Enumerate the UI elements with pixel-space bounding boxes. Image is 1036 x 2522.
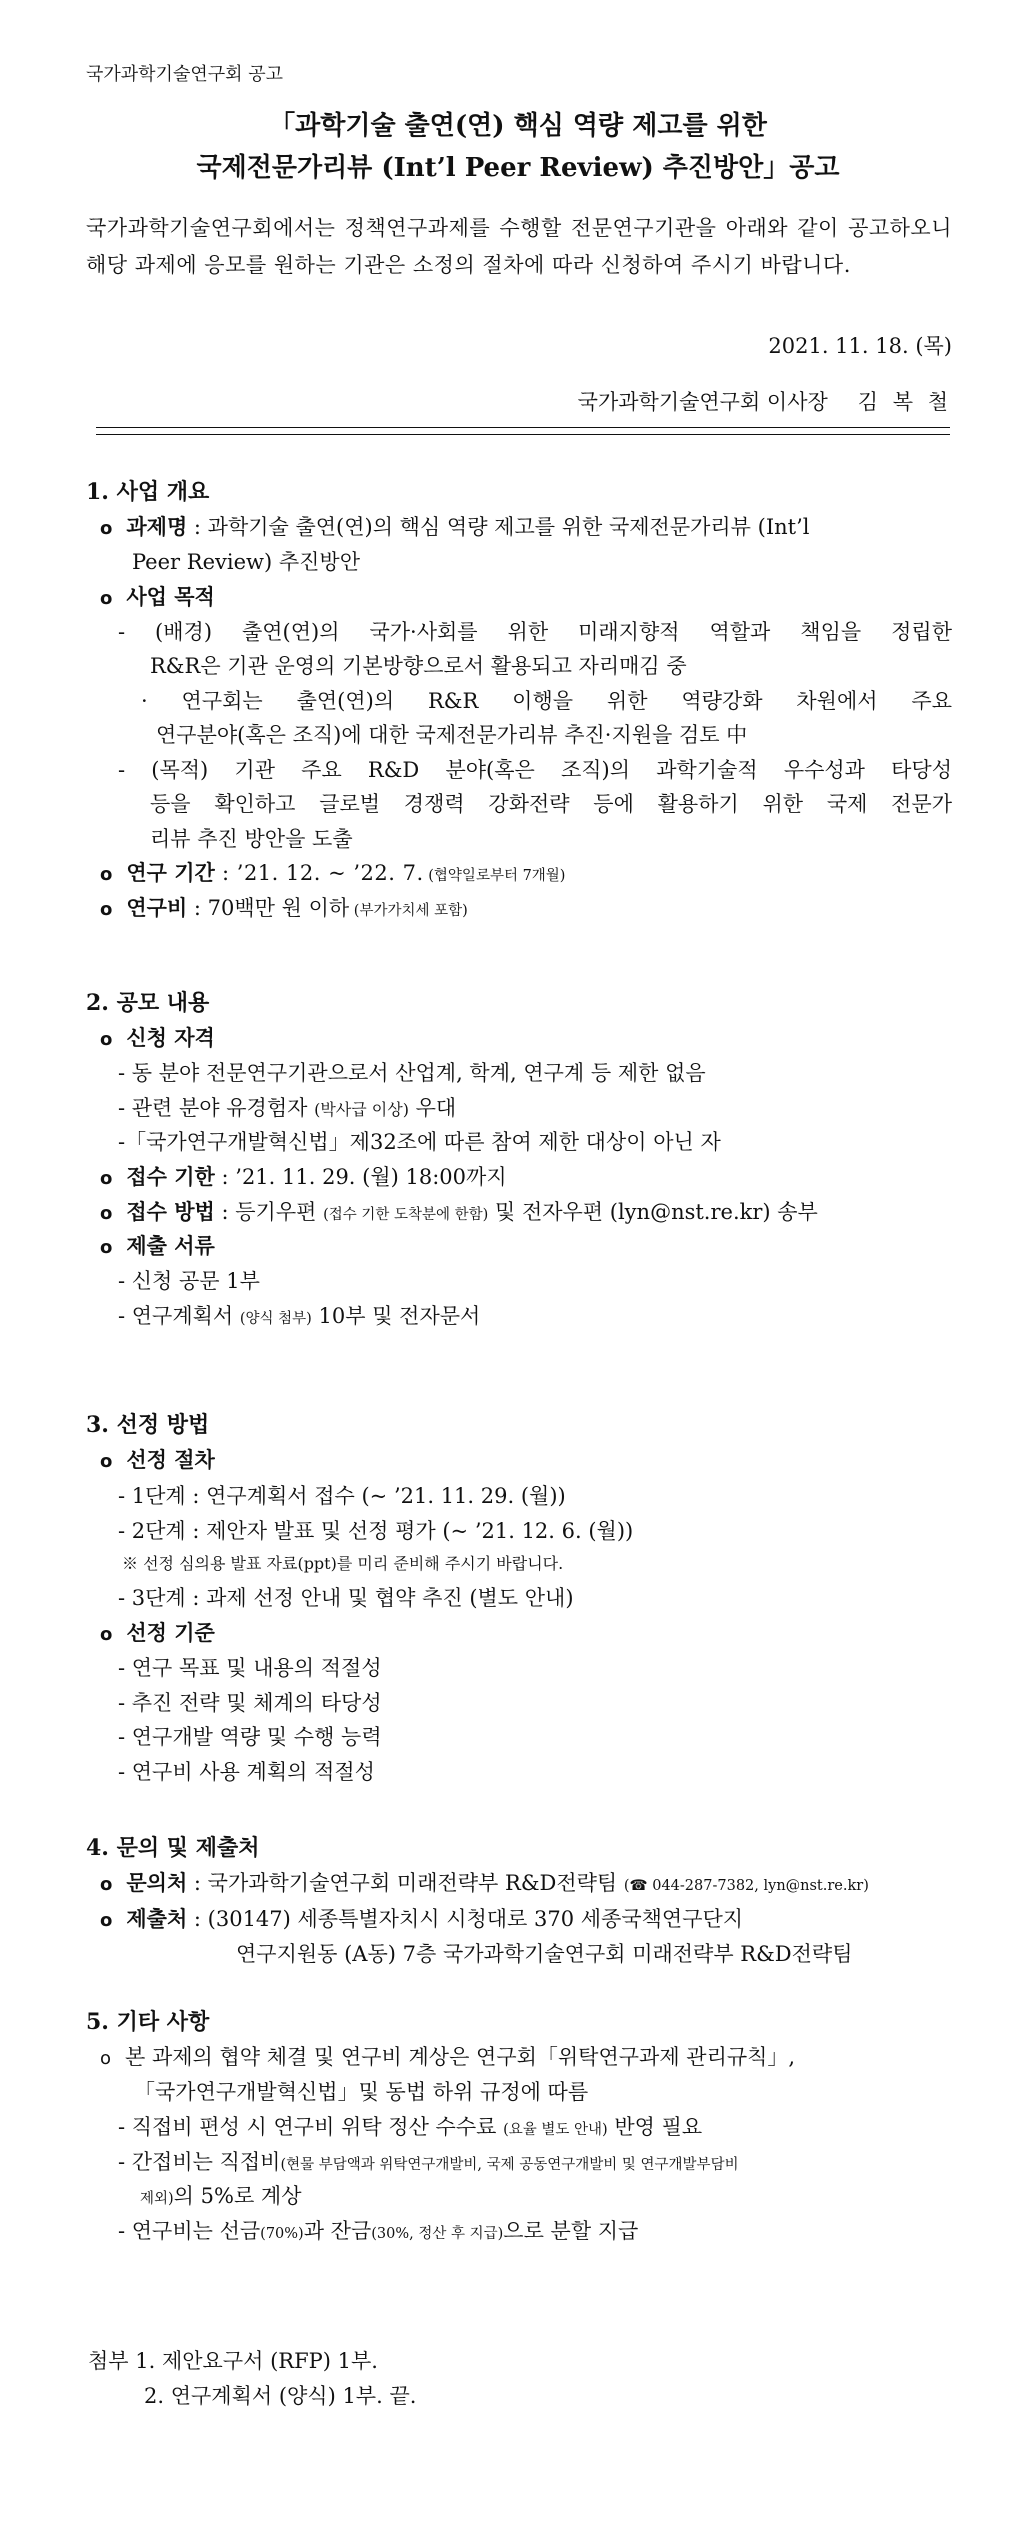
purpose-line-1: - (목적) 기관 주요 R&D 분야(혹은 조직)의 과학기술적 우수성과 타당성 — [118, 758, 952, 782]
project-name-text: : 과학기술 출연(연)의 핵심 역량 제고를 위한 국제전문가리뷰 (Int’l — [187, 515, 810, 539]
period-label: 연구 기간 — [126, 860, 215, 885]
direct-cost-text: - 직접비 편성 시 연구비 위탁 정산 수수료 — [118, 2115, 504, 2139]
method-row — [100, 1197, 818, 1230]
title-line-2: 국제전문가리뷰 (Int’l Peer Review) 추진방안」공고 — [196, 153, 840, 183]
section-5-heading: 5. 기타 사항 — [86, 2009, 210, 2035]
attachment-1: 첨부 1. 제안요구서 (RFP) 1부. — [88, 2349, 378, 2373]
submit-address-2: 연구지원동 (A동) 7층 국가과학기술연구회 미래전략부 R&D전략팀 — [236, 1942, 853, 1966]
payment-row — [118, 2216, 638, 2249]
deadline-text: : ’21. 11. 29. (월) 18:00까지 — [214, 1165, 507, 1189]
step-2: - 2단계 : 제안자 발표 및 선정 평가 (~ ’21. 12. 6. (월)) — [118, 1519, 634, 1543]
qualification-2-text: - 관련 분야 유경험자 — [118, 1096, 315, 1120]
documents-2-text: - 연구계획서 — [118, 1304, 240, 1328]
signature — [578, 387, 952, 417]
qualification-2-note: (박사급 이상) — [314, 1100, 409, 1119]
circle-bullet: o — [100, 1237, 113, 1258]
qualification-row — [100, 1023, 215, 1055]
circle-bullet: o — [100, 864, 113, 885]
submit-label: 제출처 — [126, 1906, 188, 1931]
section-4-heading: 4. 문의 및 제출처 — [86, 1835, 260, 1861]
project-name-label: 과제명 — [126, 514, 188, 539]
attachment-2: 2. 연구계획서 (양식) 1부. 끝. — [144, 2384, 417, 2408]
circle-bullet: o — [100, 1910, 113, 1931]
misc-item-line-1 — [100, 2042, 795, 2074]
section-3-heading: 3. 선정 방법 — [86, 1412, 210, 1438]
qualification-2-end: 우대 — [408, 1096, 457, 1120]
period-row — [100, 858, 565, 891]
purpose-label: 사업 목적 — [126, 584, 215, 609]
criteria-row — [100, 1618, 215, 1650]
misc-item-line-2: 「국가연구개발혁신법」및 동법 하위 규정에 따름 — [134, 2080, 589, 2104]
step-1: - 1단계 : 연구계획서 접수 (~ ’21. 11. 29. (월)) — [118, 1484, 566, 1508]
budget-label: 연구비 — [126, 895, 188, 920]
payment-balance-rate: (30%, 정산 후 지급) — [371, 2226, 504, 2242]
circle-bullet: o — [100, 1168, 113, 1189]
circle-bullet: o — [100, 2048, 112, 2069]
circle-bullet: o — [100, 1203, 113, 1224]
qualification-label: 신청 자격 — [126, 1025, 215, 1050]
circle-bullet: o — [100, 1029, 113, 1050]
direct-cost-note: (요율 별도 안내) — [503, 2122, 608, 2138]
documents-1: - 신청 공문 1부 — [118, 1269, 260, 1293]
intro-paragraph: 국가과학기술연구회에서는 정책연구과제를 수행할 전문연구기관을 아래와 같이 공고하오니 해당 과제에 응모를 원하는 기관은 소정의 절차에 따라 신청하여 주시기 바랍니다. — [86, 216, 952, 277]
documents-row — [100, 1231, 215, 1263]
step-3: - 3단계 : 과제 선정 안내 및 협약 추진 (별도 안내) — [118, 1586, 574, 1610]
criteria-label: 선정 기준 — [126, 1620, 215, 1645]
qualification-3: -「국가연구개발혁신법」제32조에 따른 참여 제한 대상이 아닌 자 — [118, 1130, 721, 1154]
direct-cost-row — [118, 2112, 702, 2145]
title-line-1: 「과학기술 출연(연) 핵심 역량 제고를 위한 — [269, 111, 767, 141]
indirect-cost-row — [118, 2147, 739, 2180]
circle-bullet: o — [100, 518, 113, 539]
procedure-row — [100, 1445, 215, 1477]
documents-2 — [118, 1301, 480, 1334]
section-1-heading: 1. 사업 개요 — [86, 479, 210, 505]
criterion-2: - 추진 전략 및 체계의 타당성 — [118, 1691, 382, 1715]
indirect-cost-note: (현물 부담액과 위탁연구개발비, 국제 공동연구개발비 및 연구개발부담비 — [280, 2157, 739, 2173]
payment-end: 으로 분할 지급 — [503, 2219, 639, 2243]
indirect-cost-row-2 — [140, 2181, 301, 2214]
method-note: (접수 기한 도착분에 한함) — [323, 1207, 489, 1223]
method-text: : 등기우편 — [214, 1200, 324, 1224]
org-notice: 국가과학기술연구회 공고 — [86, 64, 283, 85]
step-2-note: ※ 선정 심의용 발표 자료(ppt)를 미리 준비해 주시기 바랍니다. — [122, 1554, 564, 1573]
purpose-line-3: 리뷰 추진 방안을 도출 — [150, 827, 353, 851]
project-name-row — [100, 512, 809, 544]
indirect-cost-note-end: 제외) — [140, 2191, 174, 2207]
misc-item-text: 본 과제의 협약 체결 및 연구비 계상은 연구회「위탁연구과제 관리규칙」, — [125, 2045, 796, 2069]
direct-cost-end: 반영 필요 — [607, 2115, 703, 2139]
payment-balance: 과 잔금 — [303, 2219, 372, 2243]
payment-advance-rate: (70%) — [260, 2226, 304, 2242]
documents-label: 제출 서류 — [126, 1233, 215, 1258]
sub-point-line-2: 연구분야(혹은 조직)에 대한 국제전문가리뷰 추진·지원을 검토 中 — [156, 723, 748, 747]
deadline-label: 접수 기한 — [126, 1164, 215, 1189]
circle-bullet: o — [100, 1624, 113, 1645]
documents-2-end: 10부 및 전자문서 — [311, 1304, 481, 1328]
contact-text: : 국가과학기술연구회 미래전략부 R&D전략팀 — [187, 1871, 624, 1895]
contact-phone: (☎ 044-287-7382, lyn@nst.re.kr) — [623, 1878, 869, 1894]
circle-bullet: o — [100, 1874, 113, 1895]
period-text: : ’21. 12. ~ ’22. 7. — [214, 861, 424, 885]
indirect-cost-text: - 간접비는 직접비 — [118, 2150, 281, 2174]
purpose-row — [100, 582, 215, 614]
purpose-line-2: 등을 확인하고 글로벌 경쟁력 강화전략 등에 활용하기 위한 국제 전문가 — [150, 792, 952, 816]
announcement-date: 2021. 11. 18. (목) — [768, 334, 952, 358]
signer-title: 국가과학기술연구회 이사장 — [577, 390, 828, 414]
circle-bullet: o — [100, 588, 113, 609]
payment-advance: - 연구비는 선금 — [118, 2219, 261, 2243]
double-rule-divider — [96, 427, 950, 435]
period-note: (협약일로부터 7개월) — [423, 868, 566, 884]
contact-row — [100, 1868, 869, 1901]
qualification-2 — [118, 1093, 456, 1125]
deadline-row — [100, 1162, 507, 1194]
criterion-4: - 연구비 사용 계획의 적절성 — [118, 1760, 375, 1784]
budget-row — [100, 893, 468, 926]
circle-bullet: o — [100, 1451, 113, 1472]
criterion-1: - 연구 목표 및 내용의 적절성 — [118, 1656, 382, 1680]
budget-text: : 70백만 원 이하 — [187, 896, 350, 920]
project-name-continued: Peer Review) 추진방안 — [132, 550, 360, 574]
circle-bullet: o — [100, 899, 113, 920]
indirect-cost-rate: 의 5%로 계상 — [173, 2184, 302, 2208]
submit-row — [100, 1904, 743, 1936]
documents-2-note: (양식 첨부) — [239, 1311, 312, 1327]
contact-label: 문의처 — [126, 1870, 188, 1895]
method-label: 접수 방법 — [126, 1199, 215, 1224]
sub-point-line-1: · 연구회는 출연(연)의 R&R 이행을 위한 역량강화 차원에서 주요 — [141, 689, 952, 713]
procedure-label: 선정 절차 — [126, 1447, 215, 1472]
method-email: 및 전자우편 (lyn@nst.re.kr) 송부 — [488, 1200, 818, 1224]
budget-note: (부가가치세 포함) — [349, 903, 468, 919]
qualification-1: - 동 분야 전문연구기관으로서 산업계, 학계, 연구계 등 제한 없음 — [118, 1061, 706, 1085]
background-line-1: - (배경) 출연(연)의 국가·사회를 위한 미래지향적 역할과 책임을 정립한 — [118, 620, 952, 644]
background-line-2: R&R은 기관 운영의 기본방향으로서 활용되고 자리매김 중 — [150, 654, 687, 678]
submit-address-1: : (30147) 세종특별자치시 시청대로 370 세종국책연구단지 — [187, 1907, 744, 1931]
signer-name: 김 복 철 — [857, 390, 952, 414]
section-2-heading: 2. 공모 내용 — [86, 990, 210, 1016]
criterion-3: - 연구개발 역량 및 수행 능력 — [118, 1725, 382, 1749]
